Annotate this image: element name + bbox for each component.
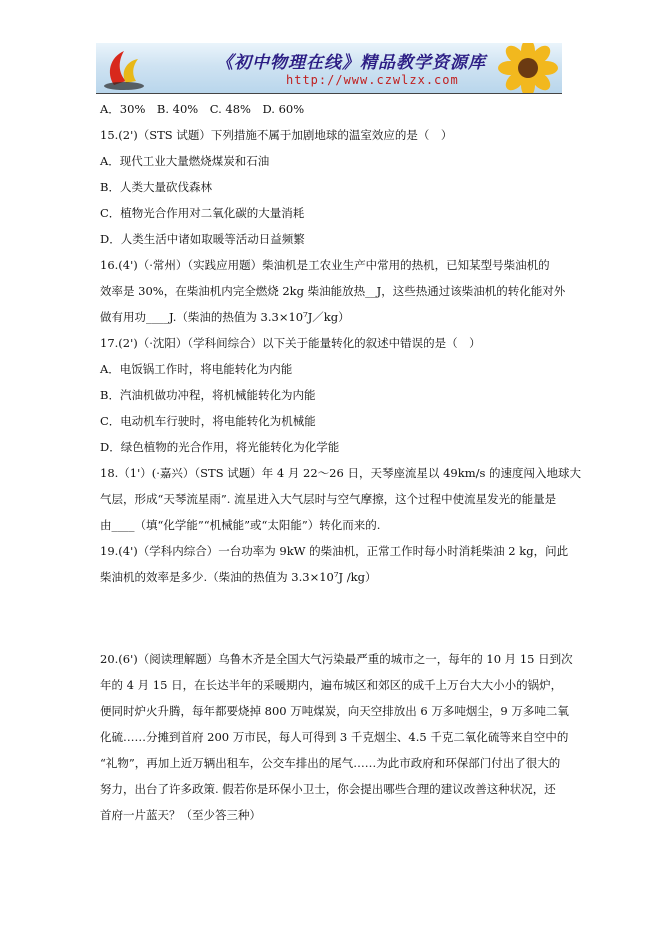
- text-line: 努力，出台了许多政策. 假若你是环保小卫士，你会提出哪些合理的建议改善这种状况，还: [100, 782, 556, 796]
- text-line: 便同时炉火升腾，每年都要烧掉 800 万吨煤炭，向天空排放出 6 万多吨烟尘，9 万多吨二氧: [100, 704, 569, 718]
- text-line: A．现代工业大量燃烧煤炭和石油: [100, 154, 270, 168]
- text-line: C．电动机车行驶时，将电能转化为机械能: [100, 414, 316, 428]
- text-line: C．植物光合作用对二氧化碳的大量消耗: [100, 206, 305, 220]
- text-line: 气层，形成“天琴流星雨”. 流星进入大气层时与空气摩擦，这个过程中使流星发光的能量是: [100, 492, 557, 506]
- header-banner: [96, 43, 562, 93]
- text-line: A．30% B. 40% C. 48% D. 60%: [100, 102, 305, 116]
- header-url[interactable]: http://www.czwlzx.com: [286, 73, 459, 87]
- text-line: A．电饭锅工作时，将电能转化为内能: [100, 362, 293, 376]
- text-line: D．绿色植物的光合作用，将光能转化为化学能: [100, 440, 340, 454]
- text-line: “礼物”，再加上近万辆出租车，公交车排出的尾气……为此市政府和环保部门付出了很大的: [100, 756, 561, 770]
- text-line: 17.(2')（·沈阳）（学科间综合）以下关于能量转化的叙述中错误的是（ ）: [100, 336, 481, 350]
- header-title: 《初中物理在线》精品教学资源库: [216, 53, 486, 73]
- text-line: 19.(4')（学科内综合）一台功率为 9kW 的柴油机，正常工作时每小时消耗柴油 2 kg，问此: [100, 544, 569, 558]
- text-line: 柴油机的效率是多少.（柴油的热值为 3.3×10⁷J /kg）: [100, 570, 377, 584]
- text-line: 首府一片蓝天？（至少答三种）: [100, 808, 261, 822]
- text-line: D．人类生活中诸如取暖等活动日益频繁: [100, 232, 305, 246]
- text-line: 20.(6')（阅读理解题）乌鲁木齐是全国大气污染最严重的城市之一，每年的 10 月 15 日到次: [100, 652, 573, 666]
- sunflower-icon: [488, 43, 562, 93]
- text-line: 16.(4')（·常州）（实践应用题）柴油机是工农业生产中常用的热机，已知某型号柴油机的: [100, 258, 550, 272]
- text-line: 做有用功____J.（柴油的热值为 3.3×10⁷J／kg）: [100, 310, 350, 324]
- text-line: B．汽油机做功冲程，将机械能转化为内能: [100, 388, 316, 402]
- logo-swirl-icon: [96, 43, 156, 93]
- text-line: 由____（填“化学能”“机械能”或“太阳能”）转化而来的.: [100, 518, 381, 532]
- text-line: 化硫……分摊到首府 200 万市民，每人可得到 3 千克烟尘、4.5 千克二氧化硫等来自空中的: [100, 730, 569, 744]
- text-line: 18.（1'）(·嘉兴）（STS 试题）年 4 月 22～26 日，天琴座流星以 49km/s 的速度闯入地球大: [100, 466, 582, 480]
- text-line: 15.(2')（STS 试题）下列措施不属于加剧地球的温室效应的是（ ）: [100, 128, 453, 142]
- text-line: B．人类大量砍伐森林: [100, 180, 212, 194]
- header-rule: [96, 93, 562, 94]
- text-line: 效率是 30%，在柴油机内完全燃烧 2kg 柴油能放热__J，这些热通过该柴油机的转化能对外: [100, 284, 566, 298]
- text-line: 年的 4 月 15 日，在长达半年的采暖期内，遍布城区和郊区的成千上万台大大小小的锅炉，: [100, 678, 563, 692]
